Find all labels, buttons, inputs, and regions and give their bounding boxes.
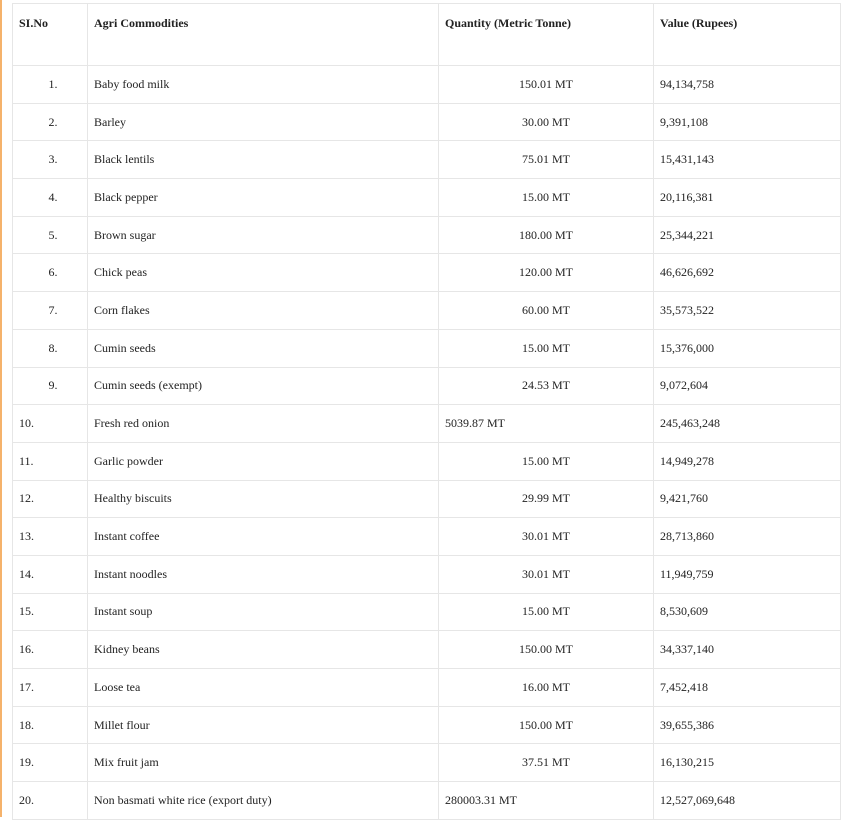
cell-value: 12,527,069,648 — [654, 782, 841, 820]
cell-commodity: Instant soup — [88, 593, 439, 631]
cell-quantity: 180.00 MT — [439, 216, 654, 254]
cell-commodity: Millet flour — [88, 706, 439, 744]
cell-commodity: Barley — [88, 103, 439, 141]
cell-quantity: 150.01 MT — [439, 66, 654, 104]
table-row — [13, 216, 841, 254]
cell-value: 9,072,604 — [654, 367, 841, 405]
header-value: Value (Rupees) — [654, 4, 841, 66]
cell-sl-no: 2. — [13, 103, 88, 141]
table-row — [13, 329, 841, 367]
cell-value: 14,949,278 — [654, 442, 841, 480]
table-row — [13, 103, 841, 141]
cell-sl-no: 10. — [13, 405, 88, 443]
cell-commodity: Loose tea — [88, 669, 439, 707]
cell-commodity: Black pepper — [88, 179, 439, 217]
cell-commodity: Garlic powder — [88, 442, 439, 480]
cell-sl-no: 18. — [13, 706, 88, 744]
cell-value: 15,376,000 — [654, 329, 841, 367]
cell-sl-no: 5. — [13, 216, 88, 254]
header-quantity: Quantity (Metric Tonne) — [439, 4, 654, 66]
cell-sl-no: 16. — [13, 631, 88, 669]
cell-quantity: 120.00 MT — [439, 254, 654, 292]
cell-sl-no: 19. — [13, 744, 88, 782]
cell-sl-no: 8. — [13, 329, 88, 367]
cell-value: 25,344,221 — [654, 216, 841, 254]
cell-sl-no: 15. — [13, 593, 88, 631]
cell-quantity: 15.00 MT — [439, 593, 654, 631]
cell-value: 11,949,759 — [654, 555, 841, 593]
table-row — [13, 66, 841, 104]
cell-quantity: 15.00 MT — [439, 179, 654, 217]
cell-commodity: Chick peas — [88, 254, 439, 292]
cell-commodity: Fresh red onion — [88, 405, 439, 443]
cell-sl-no: 9. — [13, 367, 88, 405]
cell-quantity: 29.99 MT — [439, 480, 654, 518]
cell-sl-no: 11. — [13, 442, 88, 480]
cell-quantity: 30.01 MT — [439, 555, 654, 593]
cell-quantity: 30.00 MT — [439, 103, 654, 141]
cell-value: 15,431,143 — [654, 141, 841, 179]
cell-quantity: 280003.31 MT — [439, 782, 654, 820]
table-row — [13, 179, 841, 217]
cell-quantity: 5039.87 MT — [439, 405, 654, 443]
cell-commodity: Mix fruit jam — [88, 744, 439, 782]
cell-value: 94,134,758 — [654, 66, 841, 104]
cell-quantity: 37.51 MT — [439, 744, 654, 782]
header-sl-no: SI.No — [13, 4, 88, 66]
cell-commodity: Black lentils — [88, 141, 439, 179]
cell-value: 9,421,760 — [654, 480, 841, 518]
cell-sl-no: 1. — [13, 66, 88, 104]
cell-sl-no: 20. — [13, 782, 88, 820]
cell-sl-no: 4. — [13, 179, 88, 217]
cell-value: 20,116,381 — [654, 179, 841, 217]
cell-quantity: 15.00 MT — [439, 329, 654, 367]
cell-commodity: Cumin seeds (exempt) — [88, 367, 439, 405]
table-row — [13, 706, 841, 744]
cell-commodity: Healthy biscuits — [88, 480, 439, 518]
table-row — [13, 292, 841, 330]
table-row — [13, 593, 841, 631]
cell-value: 35,573,522 — [654, 292, 841, 330]
cell-quantity: 75.01 MT — [439, 141, 654, 179]
table-row — [13, 141, 841, 179]
cell-value: 245,463,248 — [654, 405, 841, 443]
cell-value: 39,655,386 — [654, 706, 841, 744]
cell-quantity: 150.00 MT — [439, 706, 654, 744]
cell-quantity: 150.00 MT — [439, 631, 654, 669]
cell-quantity: 30.01 MT — [439, 518, 654, 556]
table-row — [13, 555, 841, 593]
cell-sl-no: 3. — [13, 141, 88, 179]
table-row — [13, 367, 841, 405]
cell-value: 28,713,860 — [654, 518, 841, 556]
cell-commodity: Corn flakes — [88, 292, 439, 330]
page-left-accent-border — [0, 0, 2, 817]
table-row — [13, 782, 841, 820]
cell-sl-no: 6. — [13, 254, 88, 292]
table-row — [13, 480, 841, 518]
cell-commodity: Brown sugar — [88, 216, 439, 254]
cell-commodity: Baby food milk — [88, 66, 439, 104]
table-header-row — [13, 4, 841, 66]
table-row — [13, 744, 841, 782]
cell-sl-no: 17. — [13, 669, 88, 707]
cell-quantity: 15.00 MT — [439, 442, 654, 480]
cell-value: 8,530,609 — [654, 593, 841, 631]
cell-value: 46,626,692 — [654, 254, 841, 292]
cell-commodity: Instant coffee — [88, 518, 439, 556]
table-row — [13, 518, 841, 556]
table-row — [13, 631, 841, 669]
table-row — [13, 405, 841, 443]
table-row — [13, 442, 841, 480]
cell-commodity: Kidney beans — [88, 631, 439, 669]
cell-sl-no: 12. — [13, 480, 88, 518]
cell-quantity: 60.00 MT — [439, 292, 654, 330]
header-commodity: Agri Commodities — [88, 4, 439, 66]
table-row — [13, 669, 841, 707]
cell-value: 16,130,215 — [654, 744, 841, 782]
cell-quantity: 16.00 MT — [439, 669, 654, 707]
cell-commodity: Instant noodles — [88, 555, 439, 593]
cell-sl-no: 13. — [13, 518, 88, 556]
cell-sl-no: 14. — [13, 555, 88, 593]
cell-value: 7,452,418 — [654, 669, 841, 707]
cell-commodity: Non basmati white rice (export duty) — [88, 782, 439, 820]
cell-value: 9,391,108 — [654, 103, 841, 141]
cell-sl-no: 7. — [13, 292, 88, 330]
agri-commodities-table — [12, 3, 841, 820]
cell-value: 34,337,140 — [654, 631, 841, 669]
table-row — [13, 254, 841, 292]
cell-commodity: Cumin seeds — [88, 329, 439, 367]
cell-quantity: 24.53 MT — [439, 367, 654, 405]
